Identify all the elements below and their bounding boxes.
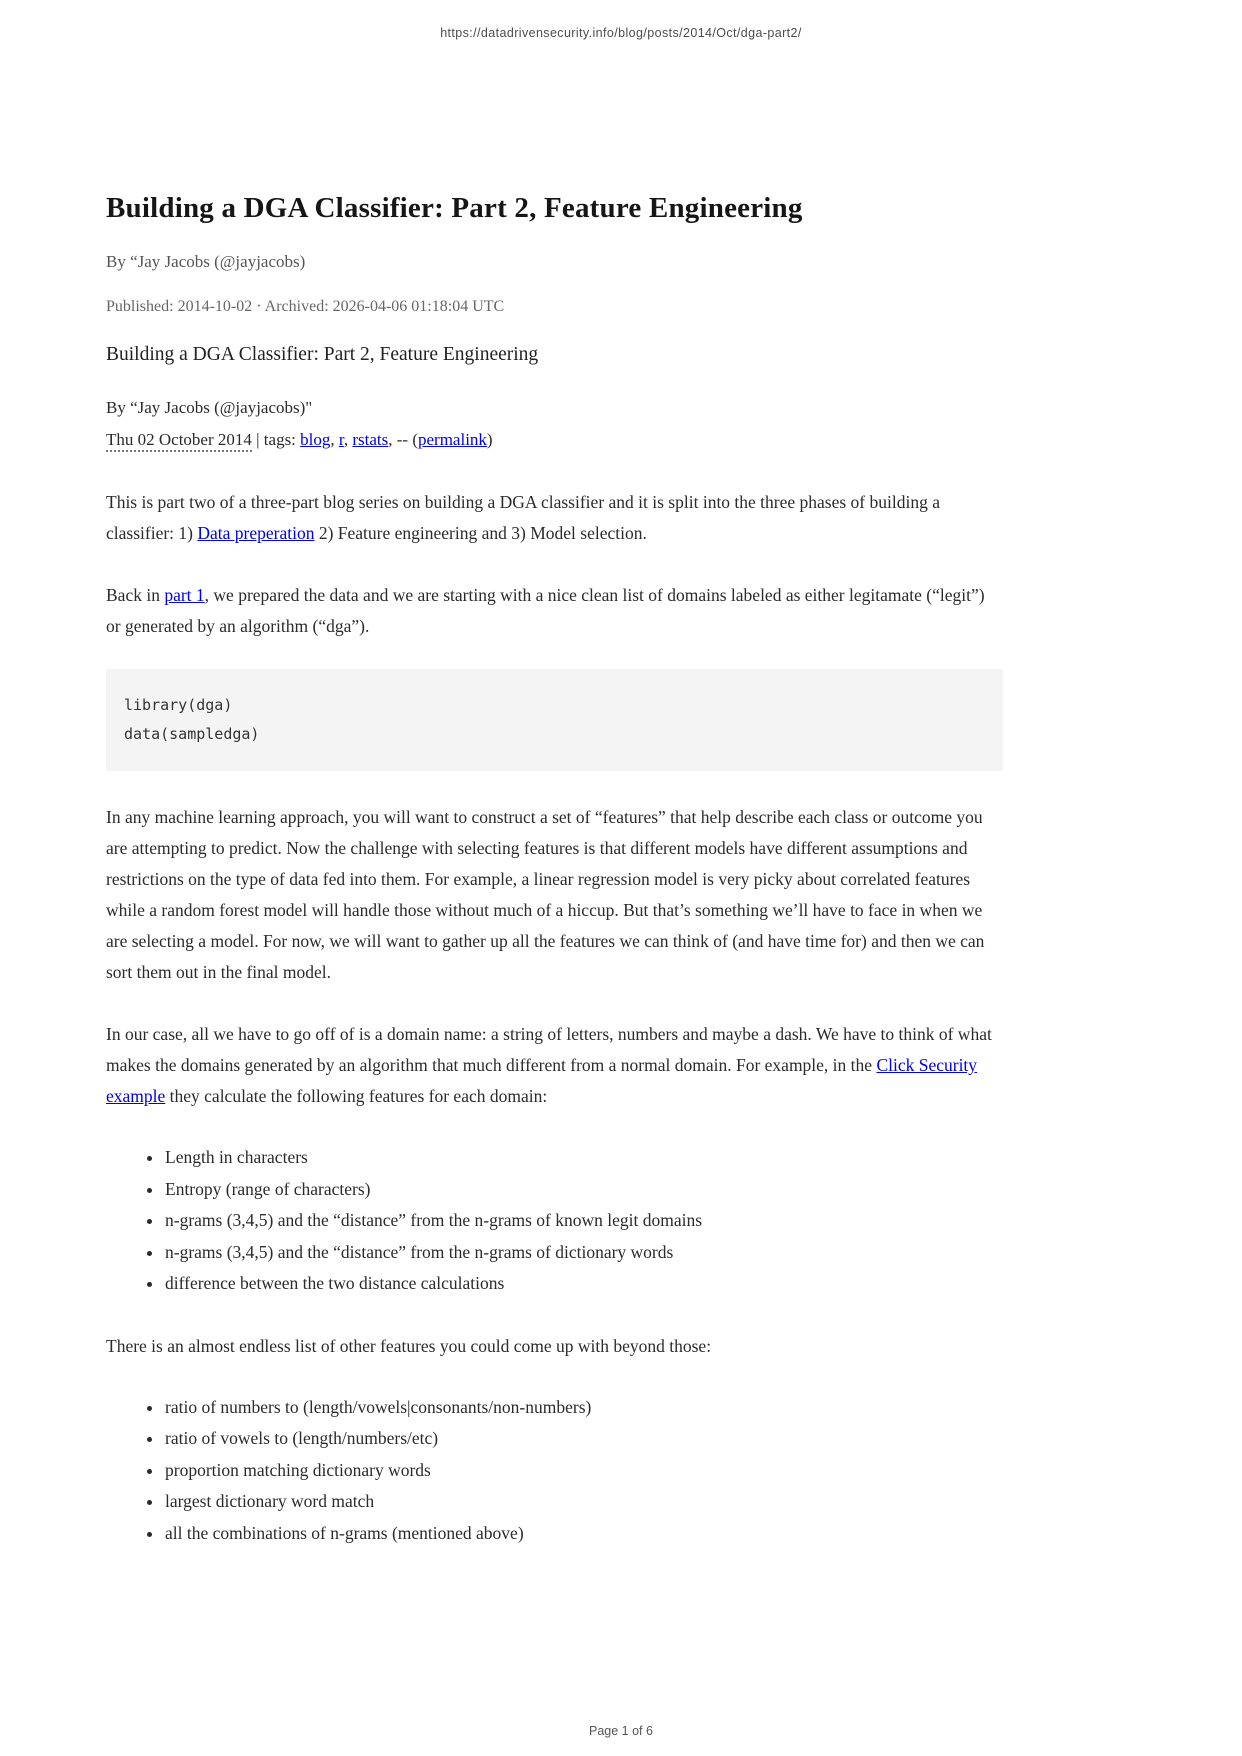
list-item: • difference between the two distance calculations [164,1268,1003,1300]
features-list [106,1142,1003,1300]
article-subtitle: Building a DGA Classifier: Part 2, Feature Engineering [106,344,539,365]
page-url: https://datadrivensecurity.info/blog/posts/2014/Oct/dga-part2/ [440,26,802,40]
list-item: • all the combinations of n-grams (mentioned above) [164,1518,1003,1550]
post-date: Thu 02 October 2014 [106,430,252,452]
paragraph-text: , we prepared the data and we are starting with a nice clean list of domains labeled as either legitamate (“legit”) or generated by an algorithm (“dga”). [106,585,985,636]
code-line: data(sampledga) [124,725,260,743]
page-number: Page 1 of 6 [589,1724,653,1738]
paragraph-text: In our case, all we have to go off of is a domain name: a string of letters, numbers and maybe a dash. We have to think of what makes the domains generated by an algorithm that much different from a normal domain. For example, in the [106,1024,992,1075]
tag-separator: , [330,430,339,449]
other-features-list [106,1392,1003,1550]
list-item: • proportion matching dictionary words [164,1455,1003,1487]
code-block [106,669,1003,771]
paragraph-recap [106,580,1003,642]
list-item: • n-grams (3,4,5) and the “distance” from the n-grams of dictionary words [164,1237,1003,1269]
article-content [106,192,1003,1549]
list-item: • Length in characters [164,1142,1003,1174]
paragraph-text: Back in [106,585,165,605]
paragraph-text: they calculate the following features for each domain: [165,1086,548,1106]
list-item: • ratio of vowels to (length/numbers/etc) [164,1423,1003,1455]
permalink-suffix: ) [486,430,493,449]
paragraph-intro [106,487,1003,549]
dateline [106,424,1003,456]
byline-2: By “Jay Jacobs (@jayjacobs)" [106,398,313,417]
permalink-prefix: , -- ( [388,430,418,449]
post-meta [106,392,1003,456]
byline: By “Jay Jacobs (@jayjacobs) [106,252,306,271]
list-item: • n-grams (3,4,5) and the “distance” from the n-grams of known legit domains [164,1205,1003,1237]
data-preparation-link[interactable]: Data preperation [197,523,315,543]
paragraph-machine-learning: In any machine learning approach, you will want to construct a set of “features” that help describe each class or outcome you are attempting to predict. Now the challenge with selecting features is that different models have different assumptions and restrictions on the type of data fed into them. For example, a linear regression model is very picky about correlated features while a random forest model will handle those without much of a hiccup. But that’s something we’ll have to face in when we are selecting a model. For now, we will want to gather up all the features we can think of (and have time for) and then we can sort them out in the final model. [106,807,985,982]
tag-link-r[interactable]: r [338,430,344,449]
click-security-link[interactable]: Click Security example [106,1055,978,1106]
code-line: library(dga) [124,696,233,714]
tags-label: | tags: [251,430,301,449]
permalink-link[interactable]: permalink [418,430,487,449]
paragraph-other-features: There is an almost endless list of other features you could come up with beyond those: [106,1335,712,1356]
tag-link-rstats[interactable]: rstats [352,430,389,449]
list-item: • Entropy (range of characters) [164,1174,1003,1206]
tag-separator: , [343,430,353,449]
list-item: • largest dictionary word match [164,1486,1003,1518]
paragraph-domain-features [106,1019,1003,1112]
article-title: Building a DGA Classifier: Part 2, Feature Engineering [106,192,803,224]
paragraph-text: 2) Feature engineering and 3) Model selection. [314,523,647,543]
list-item: • ratio of numbers to (length/vowels|consonants/non-numbers) [164,1392,1003,1424]
tag-link-blog[interactable]: blog [300,430,331,449]
archive-meta: Published: 2014-10-02 · Archived: 2026-04-06 01:18:04 UTC [106,298,505,315]
part-1-link[interactable]: part 1 [164,585,205,605]
paragraph-text: This is part two of a three-part blog series on building a DGA classifier and it is split into the three phases of building a classifier: 1) [106,492,940,543]
